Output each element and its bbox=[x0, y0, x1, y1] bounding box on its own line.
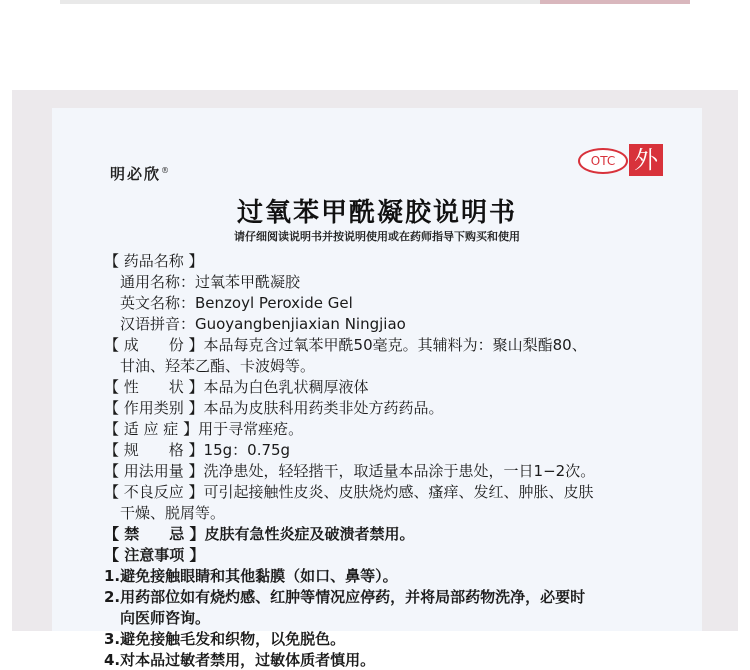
otc-badge: OTC bbox=[578, 148, 628, 174]
precaution-1: 1.避免接触眼睛和其他黏膜（如口、鼻等）。 bbox=[104, 567, 398, 585]
document-title: 过氧苯甲酰凝胶说明书 bbox=[236, 198, 517, 228]
top-accent-strip bbox=[540, 0, 690, 4]
section-indications: 【 适 应 症 】用于寻常痤疮。 bbox=[104, 420, 304, 438]
section-category: 【 作用类别 】本品为皮肤科用药类非处方药药品。 bbox=[104, 399, 444, 417]
ingredients-continued: 甘油、羟苯乙酯、卡波姆等。 bbox=[120, 357, 316, 375]
precaution-4: 4.对本品过敏者禁用，过敏体质者慎用。 bbox=[104, 651, 376, 669]
pinyin-name-line: 汉语拼音：Guoyangbenjiaxian Ningjiao bbox=[120, 315, 406, 333]
section-ingredients: 【 成 份 】本品每克含过氧苯甲酰50毫克。其辅料为：聚山梨酯80、 bbox=[104, 336, 587, 354]
section-contraindications: 【 禁 忌 】皮肤有急性炎症及破溃者禁用。 bbox=[104, 525, 415, 543]
top-decor-strip bbox=[60, 0, 690, 4]
document-subtitle: 请仔细阅读说明书并按说明使用或在药师指导下购买和使用 bbox=[234, 230, 520, 243]
adverse-reactions-continued: 干燥、脱屑等。 bbox=[120, 504, 226, 522]
precaution-3: 3.避免接触毛发和织物，以免脱色。 bbox=[104, 630, 346, 648]
english-name-line: 英文名称：Benzoyl Peroxide Gel bbox=[120, 294, 353, 312]
section-drug-name: 【 药品名称 】 bbox=[104, 252, 204, 270]
generic-name-line: 通用名称：过氧苯甲酰凝胶 bbox=[120, 273, 301, 291]
section-appearance: 【 性 状 】本品为白色乳状稠厚液体 bbox=[104, 378, 369, 396]
section-precautions: 【 注意事项 】 bbox=[104, 546, 205, 564]
precaution-2: 2.用药部位如有烧灼感、红肿等情况应停药，并将局部药物洗净，必要时 bbox=[104, 588, 586, 606]
external-use-badge: 外 bbox=[629, 144, 663, 176]
leaflet-sheet bbox=[52, 108, 702, 669]
registered-mark: ® bbox=[161, 166, 172, 175]
section-specification: 【 规 格 】15g：0.75g bbox=[104, 441, 291, 459]
section-adverse-reactions: 【 不良反应 】可引起接触性皮炎、皮肤烧灼感、瘙痒、发红、肿胀、皮肤 bbox=[104, 483, 594, 501]
precaution-2-continued: 向医师咨询。 bbox=[120, 609, 211, 627]
section-dosage: 【 用法用量 】洗净患处，轻轻揩干，取适量本品涂于患处，一日1−2次。 bbox=[104, 462, 596, 480]
brand-logo bbox=[110, 163, 171, 184]
brand-name: 明必欣 bbox=[110, 165, 162, 183]
